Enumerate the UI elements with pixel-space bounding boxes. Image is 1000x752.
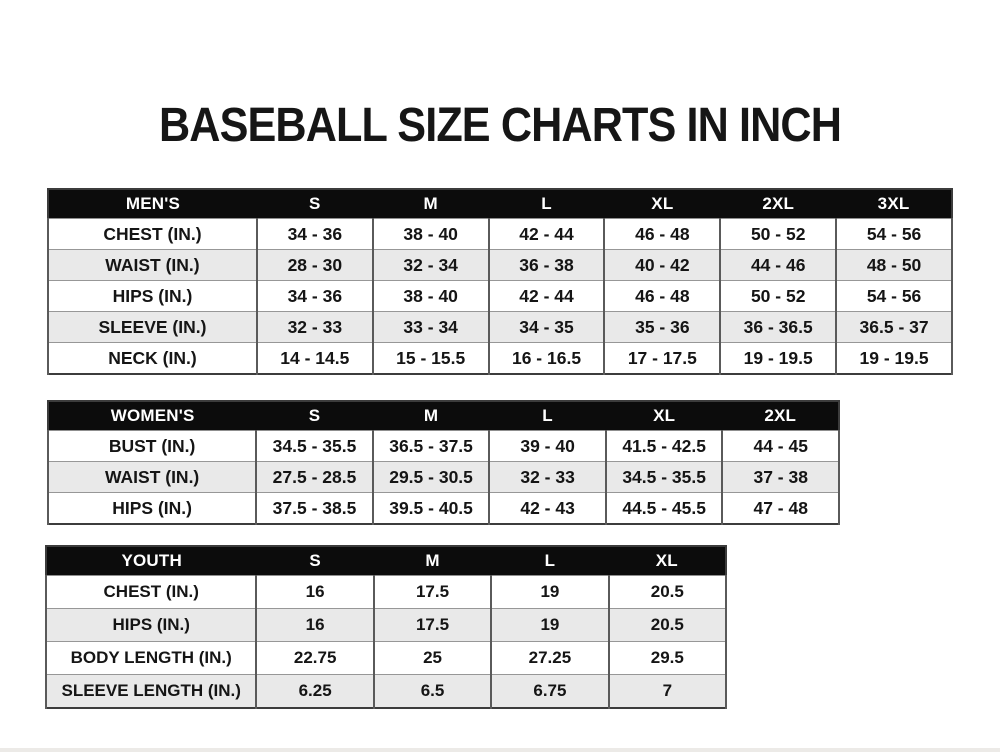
mens-size-table	[47, 188, 953, 375]
row-label: HIPS (IN.)	[46, 609, 256, 642]
row-label: HIPS (IN.)	[48, 493, 256, 525]
page-title: BASEBALL SIZE CHARTS IN INCH	[158, 99, 842, 153]
table-row	[46, 609, 726, 642]
row-label: WAIST (IN.)	[48, 250, 257, 281]
size-header-cell: 2XL	[722, 401, 839, 431]
size-value-cell: 47 - 48	[722, 493, 839, 525]
size-value-cell: 36.5 - 37.5	[373, 431, 490, 462]
size-value-cell: 50 - 52	[720, 219, 836, 250]
size-value-cell: 17.5	[374, 576, 491, 609]
table-row	[48, 250, 952, 281]
size-value-cell: 34 - 36	[257, 281, 373, 312]
womens-header-row	[48, 401, 839, 431]
size-value-cell: 48 - 50	[836, 250, 952, 281]
size-value-cell: 34.5 - 35.5	[256, 431, 373, 462]
row-label: NECK (IN.)	[48, 343, 257, 375]
womens-size-table	[47, 400, 840, 525]
size-value-cell: 34 - 35	[489, 312, 605, 343]
mens-header-row	[48, 189, 952, 219]
youth-size-table-section	[45, 545, 727, 709]
size-value-cell: 42 - 43	[489, 493, 606, 525]
size-value-cell: 14 - 14.5	[257, 343, 373, 375]
size-header-cell: S	[256, 546, 373, 576]
size-value-cell: 7	[609, 675, 726, 709]
size-value-cell: 28 - 30	[257, 250, 373, 281]
size-header-cell: 3XL	[836, 189, 952, 219]
size-value-cell: 32 - 33	[257, 312, 373, 343]
table-row	[48, 431, 839, 462]
image-bottom-edge	[0, 748, 1000, 752]
size-value-cell: 15 - 15.5	[373, 343, 489, 375]
size-value-cell: 20.5	[609, 576, 726, 609]
size-value-cell: 16 - 16.5	[489, 343, 605, 375]
size-header-cell: XL	[604, 189, 720, 219]
table-row	[48, 281, 952, 312]
size-value-cell: 36.5 - 37	[836, 312, 952, 343]
mens-group-label: MEN'S	[48, 189, 257, 219]
size-value-cell: 19	[491, 609, 608, 642]
size-header-cell: XL	[606, 401, 723, 431]
size-value-cell: 16	[256, 609, 373, 642]
size-header-cell: L	[491, 546, 608, 576]
size-header-cell: XL	[609, 546, 726, 576]
size-value-cell: 37.5 - 38.5	[256, 493, 373, 525]
size-value-cell: 38 - 40	[373, 219, 489, 250]
size-value-cell: 42 - 44	[489, 219, 605, 250]
size-value-cell: 44 - 46	[720, 250, 836, 281]
size-value-cell: 35 - 36	[604, 312, 720, 343]
table-row	[48, 462, 839, 493]
size-value-cell: 44 - 45	[722, 431, 839, 462]
table-row	[46, 675, 726, 709]
size-header-cell: L	[489, 401, 606, 431]
size-value-cell: 54 - 56	[836, 219, 952, 250]
size-value-cell: 33 - 34	[373, 312, 489, 343]
row-label: SLEEVE LENGTH (IN.)	[46, 675, 256, 709]
size-value-cell: 6.75	[491, 675, 608, 709]
size-header-cell: S	[256, 401, 373, 431]
size-value-cell: 42 - 44	[489, 281, 605, 312]
size-value-cell: 37 - 38	[722, 462, 839, 493]
table-row	[48, 343, 952, 375]
size-value-cell: 16	[256, 576, 373, 609]
table-row	[48, 493, 839, 525]
row-label: BUST (IN.)	[48, 431, 256, 462]
size-value-cell: 54 - 56	[836, 281, 952, 312]
table-row	[48, 312, 952, 343]
row-label: CHEST (IN.)	[46, 576, 256, 609]
size-header-cell: M	[374, 546, 491, 576]
size-value-cell: 19 - 19.5	[720, 343, 836, 375]
size-value-cell: 46 - 48	[604, 219, 720, 250]
size-header-cell: 2XL	[720, 189, 836, 219]
size-value-cell: 34.5 - 35.5	[606, 462, 723, 493]
size-value-cell: 20.5	[609, 609, 726, 642]
size-value-cell: 27.5 - 28.5	[256, 462, 373, 493]
size-value-cell: 29.5	[609, 642, 726, 675]
size-value-cell: 17.5	[374, 609, 491, 642]
size-value-cell: 27.25	[491, 642, 608, 675]
size-value-cell: 36 - 38	[489, 250, 605, 281]
size-value-cell: 36 - 36.5	[720, 312, 836, 343]
table-row	[48, 219, 952, 250]
size-header-cell: M	[373, 401, 490, 431]
table-row	[46, 576, 726, 609]
size-value-cell: 6.25	[256, 675, 373, 709]
row-label: BODY LENGTH (IN.)	[46, 642, 256, 675]
mens-size-table-section	[47, 188, 953, 375]
youth-header-row	[46, 546, 726, 576]
size-value-cell: 41.5 - 42.5	[606, 431, 723, 462]
size-value-cell: 44.5 - 45.5	[606, 493, 723, 525]
size-value-cell: 17 - 17.5	[604, 343, 720, 375]
womens-group-label: WOMEN'S	[48, 401, 256, 431]
size-value-cell: 32 - 33	[489, 462, 606, 493]
size-value-cell: 38 - 40	[373, 281, 489, 312]
size-header-cell: M	[373, 189, 489, 219]
size-value-cell: 50 - 52	[720, 281, 836, 312]
size-value-cell: 34 - 36	[257, 219, 373, 250]
youth-group-label: YOUTH	[46, 546, 256, 576]
size-value-cell: 39.5 - 40.5	[373, 493, 490, 525]
size-value-cell: 46 - 48	[604, 281, 720, 312]
size-value-cell: 25	[374, 642, 491, 675]
size-value-cell: 39 - 40	[489, 431, 606, 462]
size-header-cell: S	[257, 189, 373, 219]
size-value-cell: 22.75	[256, 642, 373, 675]
row-label: CHEST (IN.)	[48, 219, 257, 250]
row-label: SLEEVE (IN.)	[48, 312, 257, 343]
size-value-cell: 19	[491, 576, 608, 609]
size-value-cell: 19 - 19.5	[836, 343, 952, 375]
size-value-cell: 6.5	[374, 675, 491, 709]
table-row	[46, 642, 726, 675]
row-label: HIPS (IN.)	[48, 281, 257, 312]
youth-size-table	[45, 545, 727, 709]
size-value-cell: 40 - 42	[604, 250, 720, 281]
size-header-cell: L	[489, 189, 605, 219]
size-value-cell: 32 - 34	[373, 250, 489, 281]
womens-size-table-section	[47, 400, 840, 525]
row-label: WAIST (IN.)	[48, 462, 256, 493]
size-value-cell: 29.5 - 30.5	[373, 462, 490, 493]
